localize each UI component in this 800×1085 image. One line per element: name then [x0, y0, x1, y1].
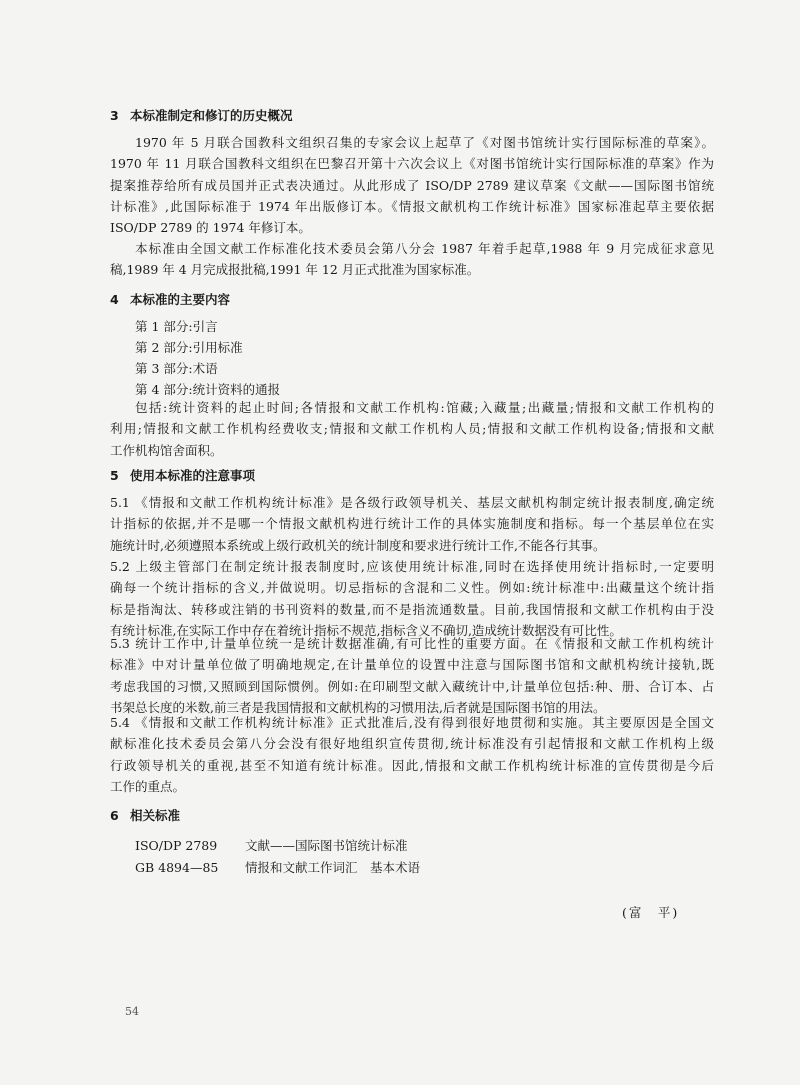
standard-code: ISO/DP 2789: [135, 838, 218, 853]
text-line: 提案推荐给所有成员国并正式表决通过。从此形成了 ISO/DP 2789 建议草案《文献——国际图书馆统: [110, 177, 714, 193]
text-line: 标准》中对计量单位做了明确地规定,在计量单位的设置中注意与国际图书馆和文献机构统计接轨,既: [110, 657, 714, 673]
text-line: 计标准》,此国际标准于 1974 年出版修订本。《情报文献机构工作统计标准》国家标准起草主要依据: [110, 198, 714, 214]
section-number: 6: [110, 808, 119, 823]
list-item: 第 2 部分:引用标准: [135, 340, 243, 355]
text-line: 行政领导机关的重视,甚至不知道有统计标准。因此,情报和文献工作机构统计标准的宣传贯彻是今后: [110, 757, 714, 773]
section-title: 本标准的主要内容: [130, 292, 231, 307]
section-title: 相关标准: [130, 808, 181, 823]
text-line: 5.1 《情报和文献工作机构统计标准》是各级行政领导机关、基层文献机构制定统计报表制度,确定统: [110, 495, 714, 510]
text-line: 施统计时,必须遵照本系统或上级行政机关的统计制度和要求进行统计工作,不能各行其事。: [110, 537, 606, 553]
text-line: 1970 年 5 月联合国教科文组织召集的专家会议上起草了《对图书馆统计实行国际标准的草案》。: [135, 135, 714, 150]
text-line: 工作的重点。: [110, 778, 186, 794]
section-4-paragraph: [110, 397, 714, 461]
standard-name: 文献——国际图书馆统计标准: [245, 838, 408, 853]
clause-5-4: [110, 712, 714, 797]
author-signature: (富 平): [622, 905, 680, 920]
section-3-paragraph-1: [110, 132, 714, 238]
text-line: 利用;情报和文献工作机构经费收支;情报和文献工作机构人员;情报和文献工作机构设备;情报和文献: [110, 421, 714, 437]
text-line: 5.3 统计工作中,计量单位统一是统计数据准确,有可比性的重要方面。在《情报和文献工作机构统计: [110, 636, 714, 651]
text-line: 计指标的依据,并不是哪一个情报文献机构进行统计工作的具体实施制度和指标。每一个基层单位在实: [110, 516, 714, 532]
text-line: 包括:统计资料的起止时间;各情报和文献工作机构:馆藏;入藏量;出藏量;情报和文献工作机构的: [135, 400, 714, 415]
page-number: 54: [125, 1005, 139, 1018]
clause-5-1: [110, 492, 714, 556]
text-line: 献标准化技术委员会第八分会没有很好地组织宣传贯彻,统计标准没有引起情报和文献工作机构上级: [110, 736, 714, 752]
list-item: 第 1 部分:引言: [135, 319, 218, 334]
section-5-heading: [110, 466, 255, 484]
text-line: 书架总长度的米数,前三者是我国情报和文献机构的习惯用法,后者就是国际图书馆的用法。: [110, 699, 606, 715]
text-line: ISO/DP 2789 的 1974 年修订本。: [110, 220, 311, 236]
list-item: 第 3 部分:术语: [135, 361, 218, 376]
text-line: 稿,1989 年 4 月完成报批稿,1991 年 12 月正式批准为国家标准。: [110, 262, 480, 278]
section-title: 使用本标准的注意事项: [130, 468, 256, 483]
standard-code: GB 4894—85: [135, 860, 219, 875]
section-number: 4: [110, 292, 119, 307]
standard-reference: [135, 836, 408, 854]
clause-5-2: [110, 556, 714, 641]
text-line: 有统计标准,在实际工作中存在着统计指标不规范,指标含义不确切,造成统计数据没有可比性。: [110, 622, 622, 638]
section-title: 本标准制定和修订的历史概况: [130, 108, 293, 123]
section-4-heading: [110, 290, 230, 308]
text-line: 标是指淘汰、转移或注销的书刊资料的数量,而不是指流通数量。目前,我国情报和文献工作机构由于没: [110, 601, 714, 617]
text-line: 工作机构馆舍面积。: [110, 442, 223, 458]
section-number: 3: [110, 108, 119, 123]
standard-reference: [135, 858, 420, 876]
text-line: 确每一个统计指标的含义,并做说明。切忌指标的含混和二义性。例如:统计标准中:出藏量这个统计指: [110, 580, 714, 596]
list-item: 第 4 部分:统计资料的通报: [135, 382, 281, 397]
section-number: 5: [110, 468, 119, 483]
text-line: 5.2 上级主管部门在制定统计报表制度时,应该使用统计标准,同时在选择使用统计指标时,一定要明: [110, 559, 714, 574]
section-3-heading: [110, 106, 293, 124]
clause-5-3: [110, 633, 714, 718]
text-line: 考虑我国的习惯,又照顾到国际惯例。例如:在印刷型文献入藏统计中,计量单位包括:种、册、合订本、占: [110, 678, 714, 694]
text-line: 本标准由全国文献工作标准化技术委员会第八分会 1987 年着手起草,1988 年 9 月完成征求意见: [135, 241, 714, 256]
section-3-paragraph-2: [110, 238, 714, 281]
standard-name: 情报和文献工作词汇 基本术语: [245, 860, 421, 875]
text-line: 5.4 《情报和文献工作机构统计标准》正式批准后,没有得到很好地贯彻和实施。其主要原因是全国文: [110, 715, 714, 730]
section-6-heading: [110, 806, 180, 824]
text-line: 1970 年 11 月联合国教科文组织在巴黎召开第十六次会议上《对图书馆统计实行国际标准的草案》作为: [110, 156, 714, 172]
